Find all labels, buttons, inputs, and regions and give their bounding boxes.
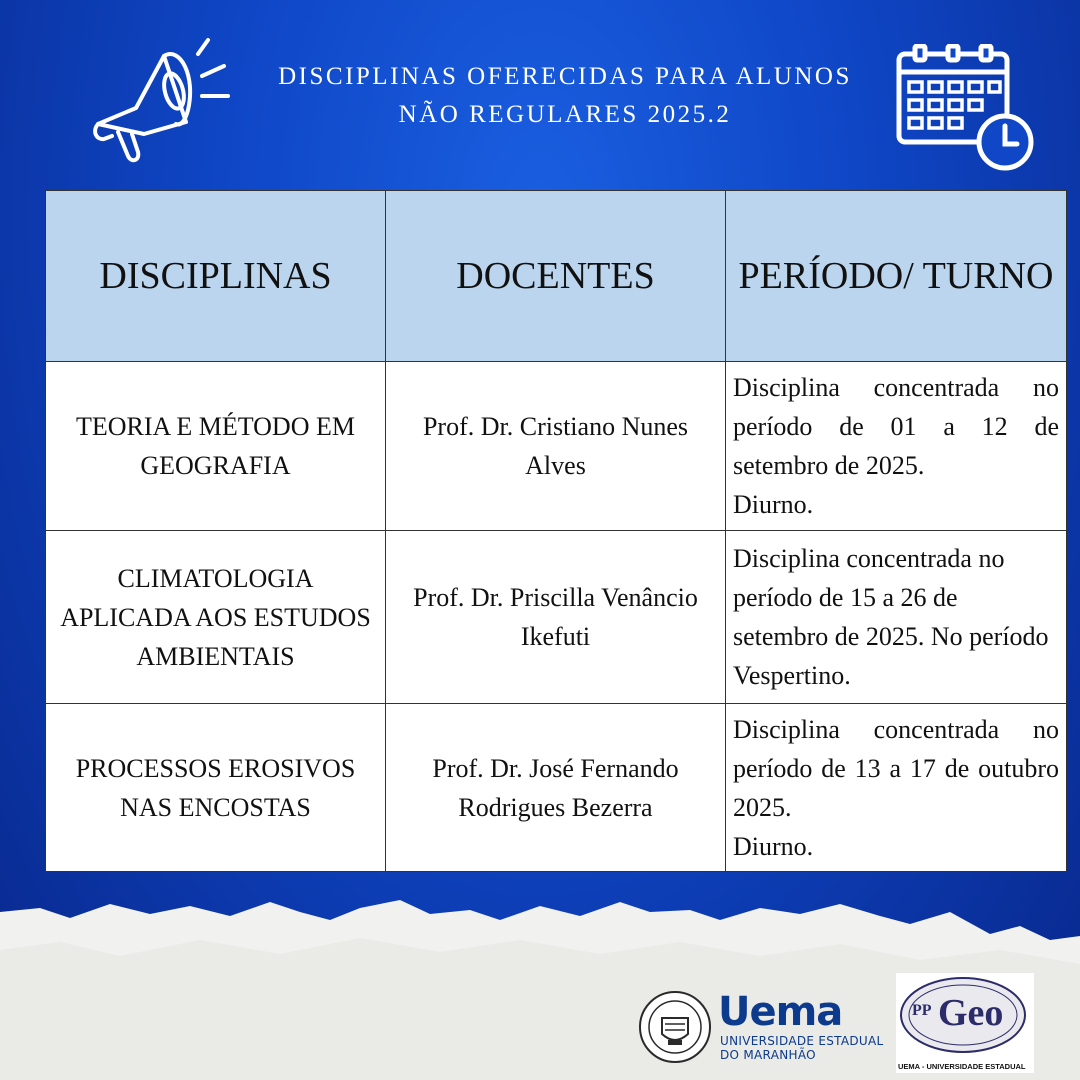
svg-text:UEMA - UNIVERSIDADE ESTADUAL: UEMA - UNIVERSIDADE ESTADUAL xyxy=(898,1062,1026,1071)
page-title xyxy=(240,58,890,134)
title-line-1: DISCIPLINAS OFERECIDAS PARA ALUNOS xyxy=(278,63,852,90)
svg-text:PP: PP xyxy=(912,1002,932,1019)
svg-text:Geo: Geo xyxy=(938,992,1004,1034)
table-row xyxy=(46,704,1067,872)
turno-text: Diurno. xyxy=(733,490,814,519)
disciplines-table xyxy=(45,190,1067,872)
cell-disciplina: TEORIA E MÉTODO EM GEOGRAFIA xyxy=(46,362,386,531)
uema-seal-logo xyxy=(638,990,712,1064)
uema-subtitle-line-1: UNIVERSIDADE ESTADUAL xyxy=(720,1034,884,1048)
cell-disciplina: PROCESSOS EROSIVOS NAS ENCOSTAS xyxy=(46,704,386,872)
table-header-row xyxy=(46,191,1067,362)
table-row xyxy=(46,362,1067,531)
uema-subtitle xyxy=(720,1034,883,1062)
calendar-clock-icon xyxy=(893,44,1038,174)
header-periodo-turno: PERÍODO/ TURNO xyxy=(726,191,1067,362)
megaphone-icon xyxy=(88,36,238,166)
periodo-text: Disciplina concentrada no período de 01 a 12 de setembro de 2025. xyxy=(733,373,1059,480)
cell-docente: Prof. Dr. Priscilla Venâncio Ikefuti xyxy=(386,531,726,704)
header-disciplinas: DISCIPLINAS xyxy=(46,191,386,362)
periodo-text: Disciplina concentrada no período de 13 a 17 de outubro 2025. xyxy=(733,714,1059,822)
periodo-text: Disciplina concentrada no período de 15 a 26 de setembro de 2025. No período Vespertino. xyxy=(733,544,1049,690)
cell-docente: Prof. Dr. José Fernando Rodrigues Bezerra xyxy=(386,704,726,872)
table-row xyxy=(46,531,1067,704)
cell-periodo xyxy=(726,531,1067,704)
uema-subtitle-line-2: DO MARANHÃO xyxy=(720,1048,816,1062)
title-line-2: NÃO REGULARES 2025.2 xyxy=(398,101,732,128)
uema-wordmark: Uema xyxy=(718,989,843,1035)
cell-docente: Prof. Dr. Cristiano Nunes Alves xyxy=(386,362,726,531)
ppgeo-logo xyxy=(896,973,1034,1073)
header-docentes: DOCENTES xyxy=(386,191,726,362)
turno-text: Diurno. xyxy=(733,831,814,861)
cell-periodo xyxy=(726,704,1067,872)
cell-periodo xyxy=(726,362,1067,531)
cell-disciplina: CLIMATOLOGIA APLICADA AOS ESTUDOS AMBIENTAIS xyxy=(46,531,386,704)
